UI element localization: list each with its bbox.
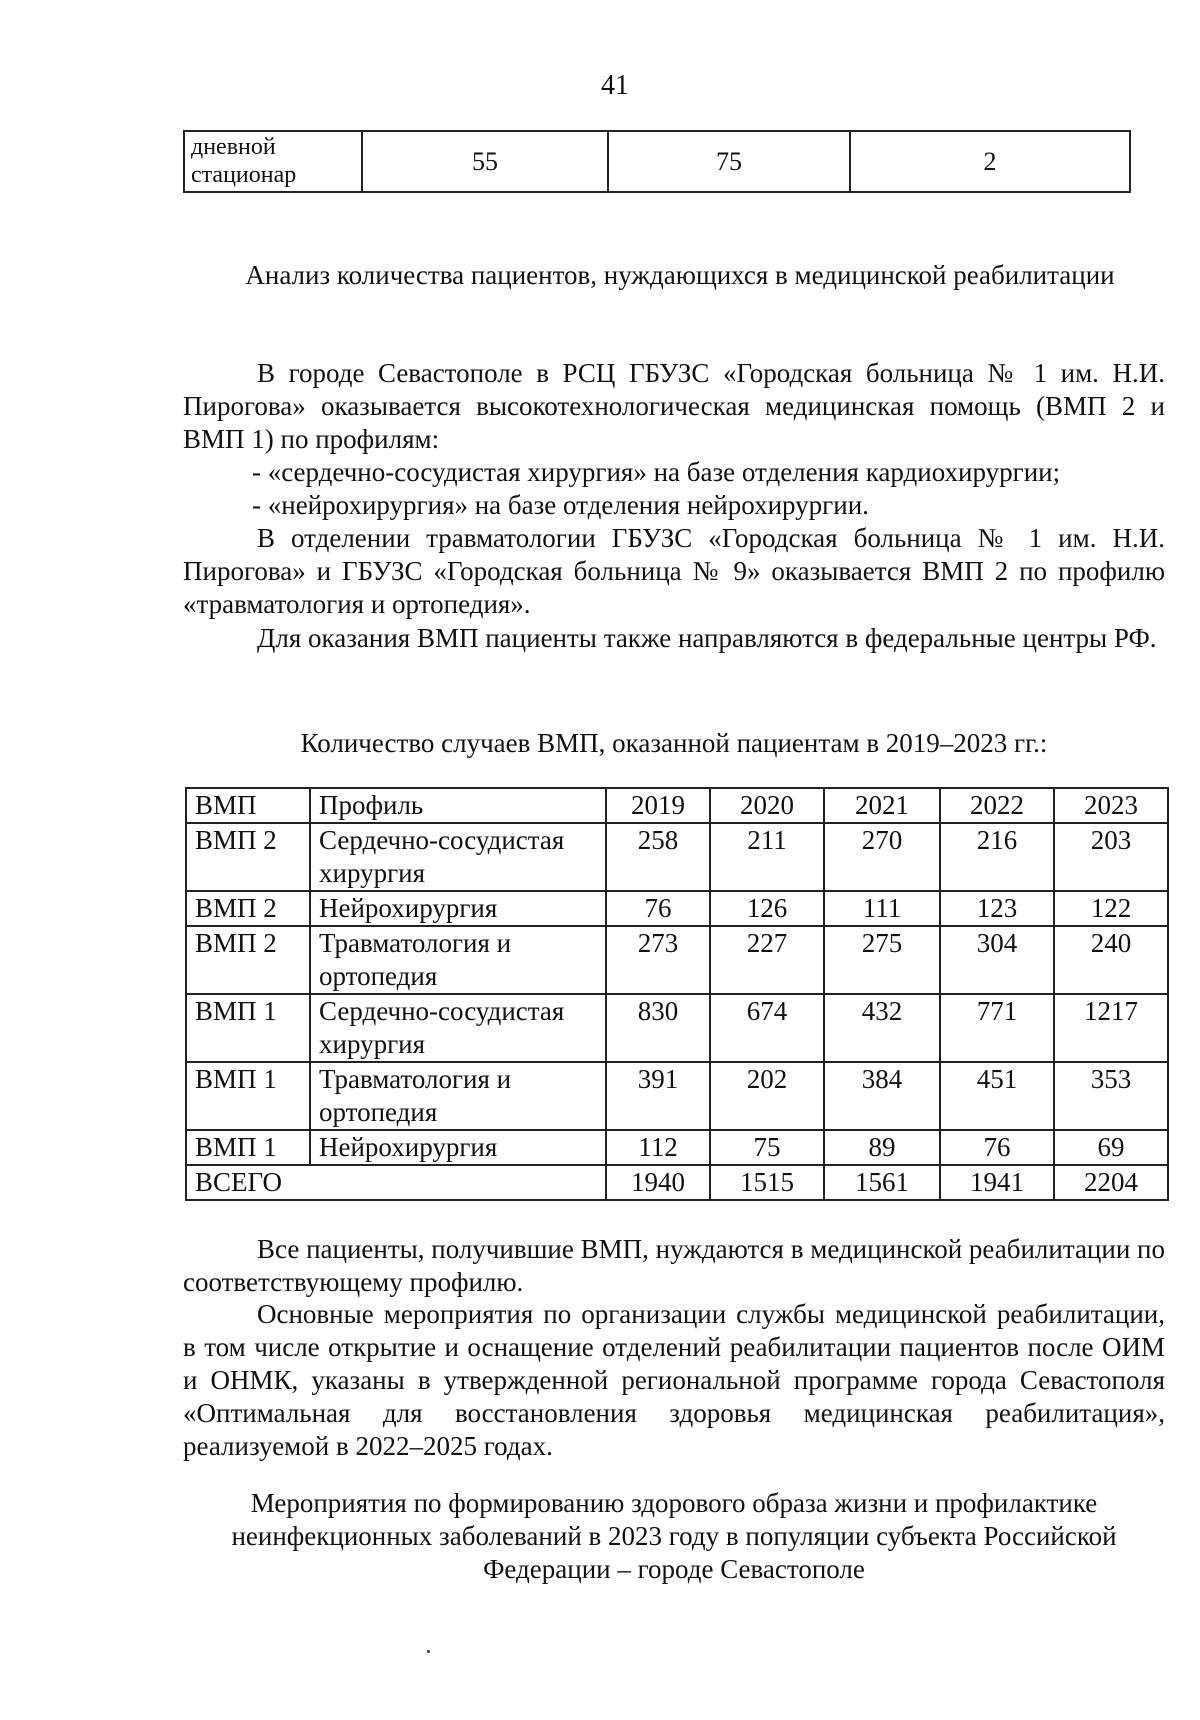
profile-cell: Травматология и ортопедия <box>310 926 606 994</box>
value-cell: 270 <box>824 823 940 891</box>
value-cell: 202 <box>710 1062 824 1130</box>
value-cell: 240 <box>1054 926 1168 994</box>
value-cell: 216 <box>940 823 1054 891</box>
table-header-row <box>186 788 1168 823</box>
value-cell: 674 <box>710 994 824 1062</box>
value-cell: 126 <box>710 891 824 926</box>
column-header: 2019 <box>606 788 710 823</box>
total-cell: 1941 <box>940 1165 1054 1200</box>
table-cell-value: 75 <box>608 131 850 192</box>
profile-cell: Сердечно-сосудистая хирургия <box>310 994 606 1062</box>
day-hospital-table <box>183 130 1131 193</box>
table-row <box>186 1062 1168 1130</box>
vmp-cell: ВМП 2 <box>186 823 310 891</box>
value-cell: 275 <box>824 926 940 994</box>
profile-cell: Травматология и ортопедия <box>310 1062 606 1130</box>
page-number: 41 <box>601 70 629 101</box>
value-cell: 384 <box>824 1062 940 1130</box>
vmp-cases-table <box>185 787 1169 1201</box>
table-row <box>186 1130 1168 1165</box>
value-cell: 76 <box>606 891 710 926</box>
total-label: ВСЕГО <box>186 1165 606 1200</box>
value-cell: 1217 <box>1054 994 1168 1062</box>
total-cell: 1561 <box>824 1165 940 1200</box>
vmp-cell: ВМП 2 <box>186 926 310 994</box>
total-cell: 1515 <box>710 1165 824 1200</box>
column-header: 2020 <box>710 788 824 823</box>
value-cell: 69 <box>1054 1130 1168 1165</box>
value-cell: 111 <box>824 891 940 926</box>
value-cell: 830 <box>606 994 710 1062</box>
vmp-cell: ВМП 1 <box>186 1062 310 1130</box>
value-cell: 304 <box>940 926 1054 994</box>
list-item: - «сердечно-сосудистая хирургия» на базе отделения кардиохирургии; <box>252 457 1061 487</box>
value-cell: 353 <box>1054 1062 1168 1130</box>
total-cell: 1940 <box>606 1165 710 1200</box>
value-cell: 451 <box>940 1062 1054 1130</box>
column-header: 2023 <box>1054 788 1168 823</box>
value-cell: 258 <box>606 823 710 891</box>
table-caption: Количество случаев ВМП, оказанной пациентам в 2019–2023 гг.: <box>300 728 1048 758</box>
value-cell: 122 <box>1054 891 1168 926</box>
paragraph-rehabilitation-need: Все пациенты, получившие ВМП, нуждаются в медицинской реабилитации по соответствующему профилю. <box>183 1234 1165 1297</box>
value-cell: 391 <box>606 1062 710 1130</box>
section-heading-healthy-lifestyle: Мероприятия по формированию здорового образа жизни и профилактике неинфекционных заболеваний в 2023 году в популяции субъекта Российской Федерации – городе Севастополе <box>231 1488 1117 1584</box>
value-cell: 227 <box>710 926 824 994</box>
table-total-row <box>186 1165 1168 1200</box>
value-cell: 273 <box>606 926 710 994</box>
table-row <box>186 823 1168 891</box>
table-row <box>186 994 1168 1062</box>
table-cell-value: 55 <box>362 131 608 192</box>
value-cell: 771 <box>940 994 1054 1062</box>
vmp-cell: ВМП 1 <box>186 994 310 1062</box>
table-row <box>186 891 1168 926</box>
table-cell-value: 2 <box>850 131 1130 192</box>
total-cell: 2204 <box>1054 1165 1168 1200</box>
paragraph-traumatology: В отделении травматологии ГБУЗС «Городская больница № 1 им. Н.И. Пирогова» и ГБУЗС «Городская больница № 9» оказывается ВМП 2 по профилю «травматология и ортопедия». <box>183 523 1165 619</box>
value-cell: 89 <box>824 1130 940 1165</box>
value-cell: 76 <box>940 1130 1054 1165</box>
vmp-cell: ВМП 2 <box>186 891 310 926</box>
value-cell: 123 <box>940 891 1054 926</box>
table-row <box>184 131 1130 192</box>
value-cell: 203 <box>1054 823 1168 891</box>
scan-dot <box>427 1650 430 1653</box>
value-cell: 211 <box>710 823 824 891</box>
column-header: 2022 <box>940 788 1054 823</box>
column-header: 2021 <box>824 788 940 823</box>
table-cell-label: дневной стационар <box>184 131 362 192</box>
list-item: - «нейрохирургия» на базе отделения нейрохирургии. <box>252 490 869 520</box>
profile-cell: Сердечно-сосудистая хирургия <box>310 823 606 891</box>
profile-cell: Нейрохирургия <box>310 1130 606 1165</box>
value-cell: 112 <box>606 1130 710 1165</box>
column-header: ВМП <box>186 788 310 823</box>
paragraph-federal-centers: Для оказания ВМП пациенты также направляются в федеральные центры РФ. <box>257 623 1157 653</box>
paragraph-rehabilitation-program: Основные мероприятия по организации службы медицинской реабилитации, в том числе открытие и оснащение отделений реабилитации пациентов после ОИМ и ОНМК, указаны в утвержденной региональной программе города Севастополя «Оптимальная для восстановления здоровья медицинская реабилитация», реализуемой в 2022–2025 годах. <box>183 1299 1165 1461</box>
vmp-cell: ВМП 1 <box>186 1130 310 1165</box>
value-cell: 432 <box>824 994 940 1062</box>
paragraph-vmp-sevastopol: В городе Севастополе в РСЦ ГБУЗС «Городская больница № 1 им. Н.И. Пирогова» оказывается высокотехнологическая медицинская помощь (ВМП 2 и ВМП 1) по профилям: <box>183 358 1165 454</box>
section-heading-rehabilitation: Анализ количества пациентов, нуждающихся в медицинской реабилитации <box>245 260 1115 290</box>
column-header: Профиль <box>310 788 606 823</box>
profile-cell: Нейрохирургия <box>310 891 606 926</box>
table-row <box>186 926 1168 994</box>
value-cell: 75 <box>710 1130 824 1165</box>
